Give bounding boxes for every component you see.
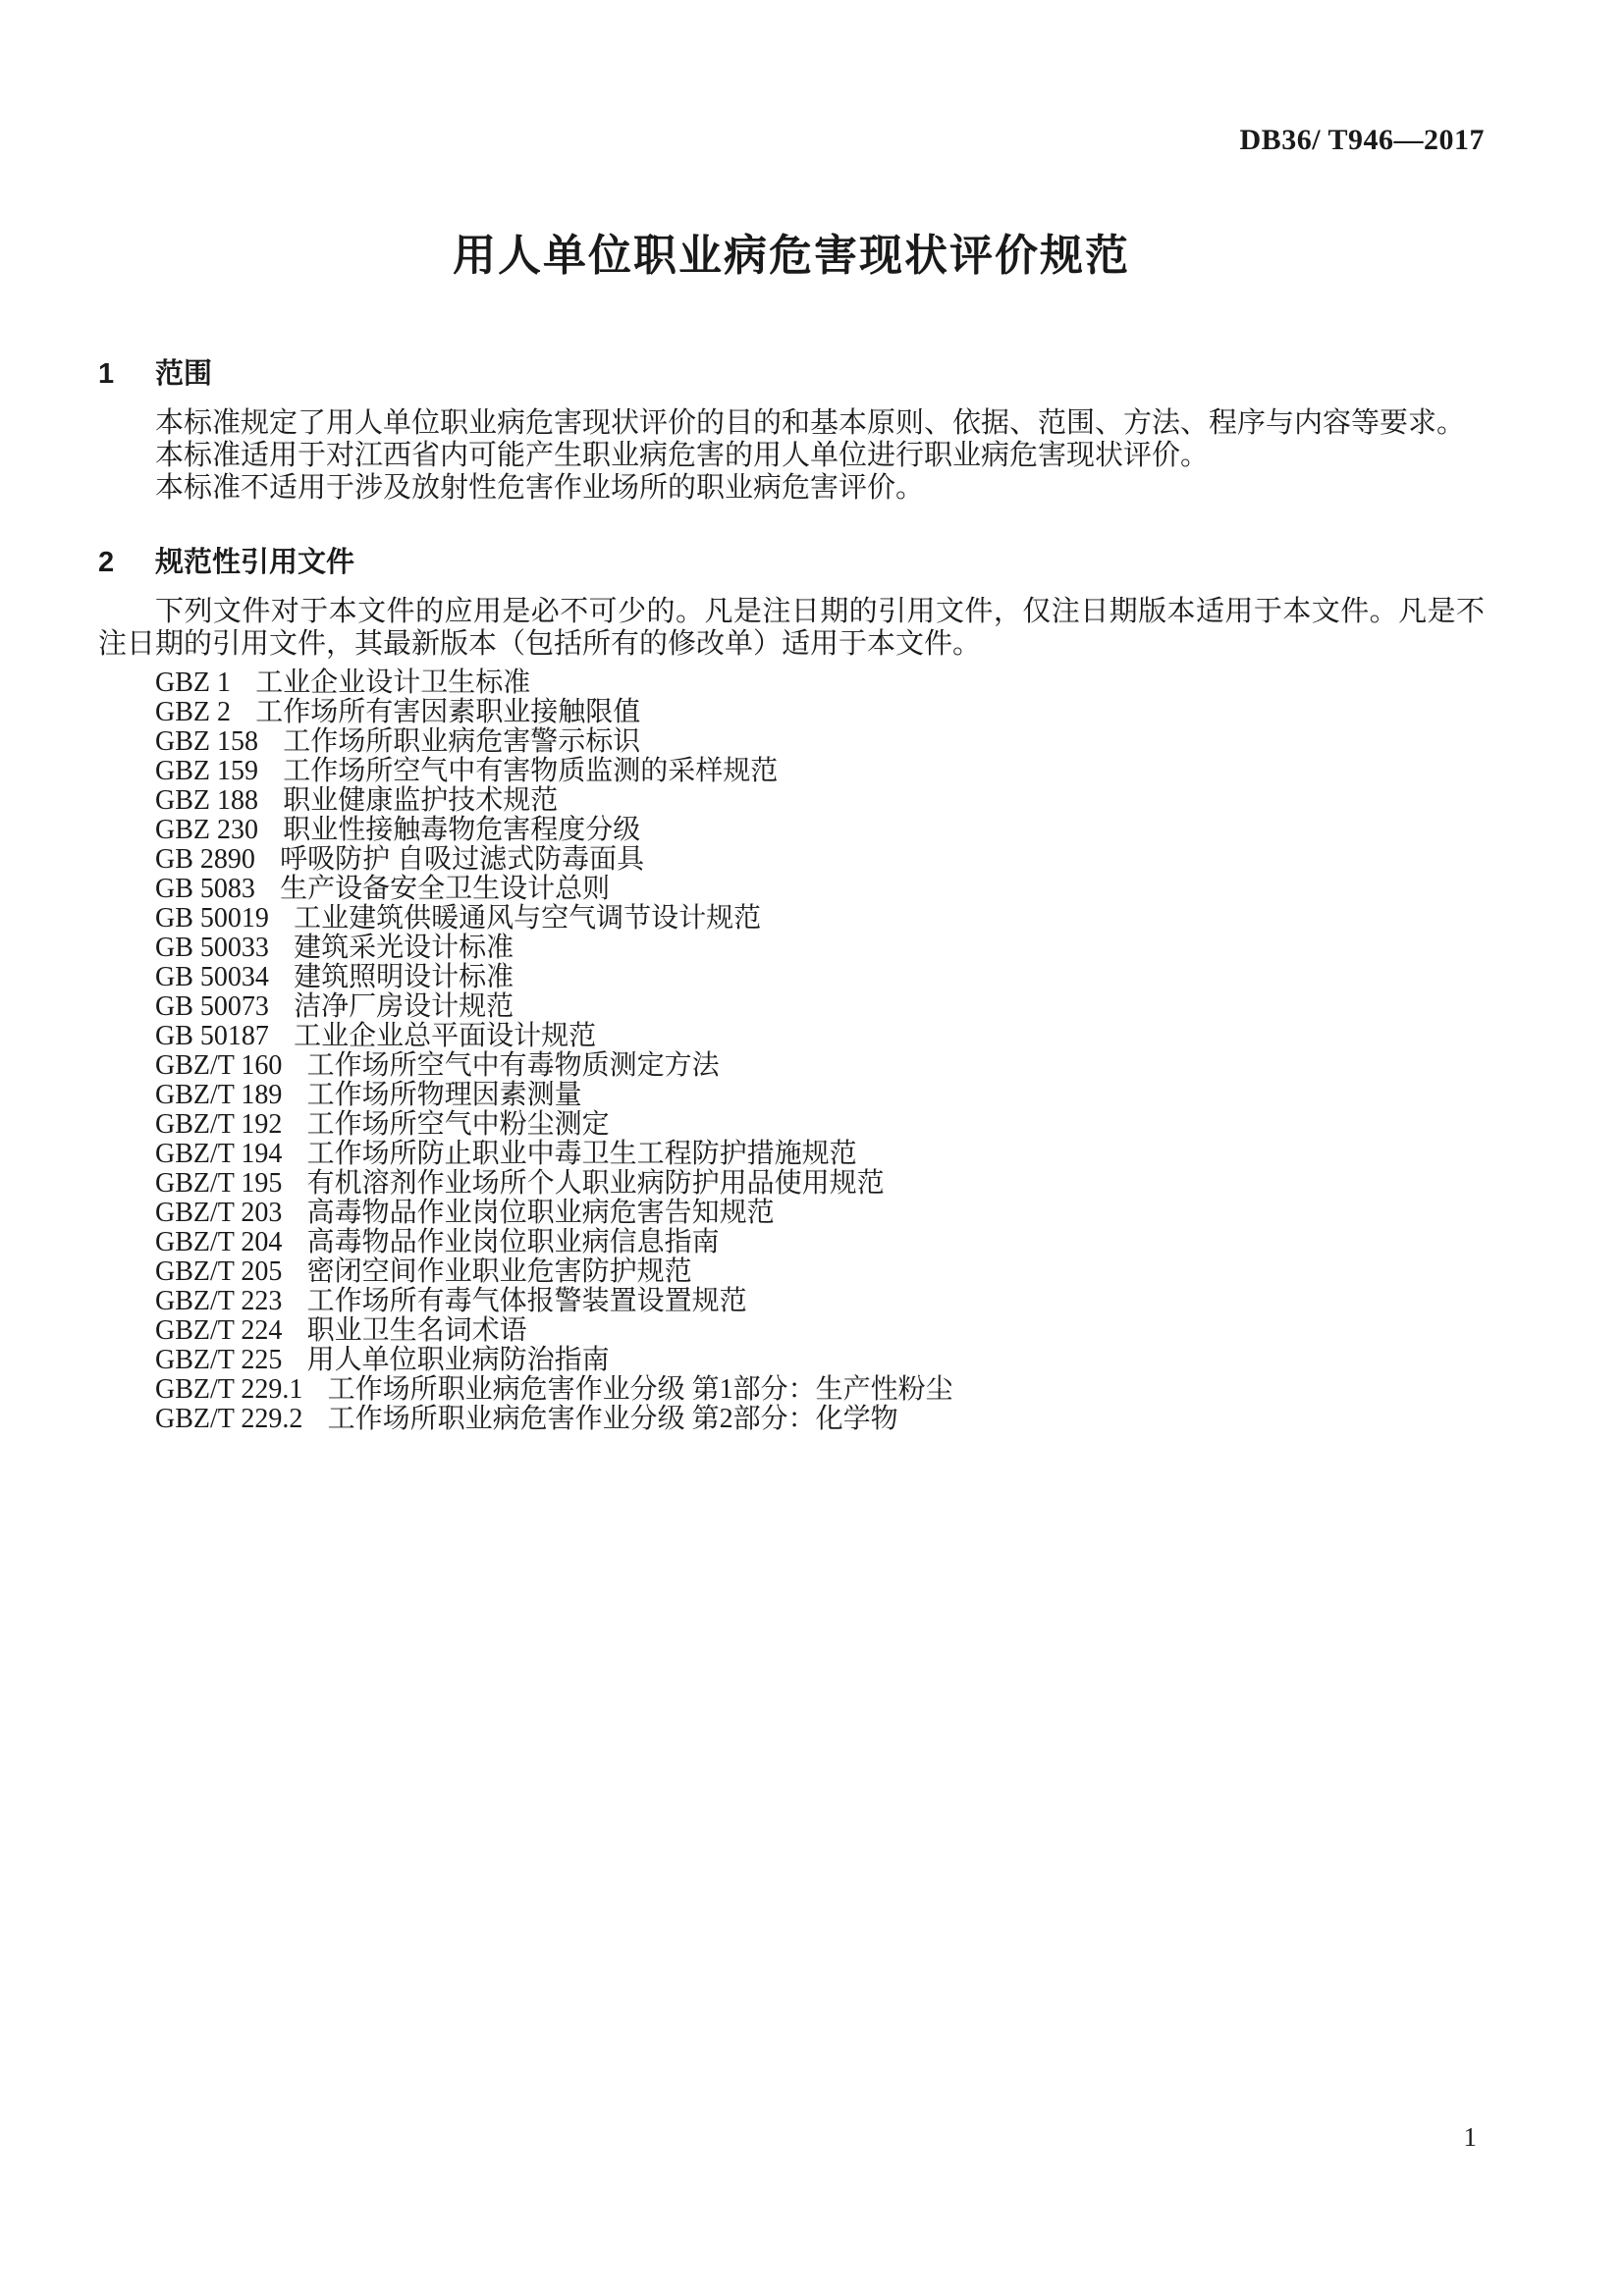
reference-title: 高毒物品作业岗位职业病危害告知规范 xyxy=(306,1198,775,1228)
reference-list xyxy=(98,668,1485,1434)
reference-code: GBZ/T 229.1 xyxy=(155,1374,303,1405)
reference-code: GBZ/T 204 xyxy=(155,1227,283,1257)
reference-title: 工作场所职业病危害作业分级 第2部分：化学物 xyxy=(327,1404,898,1434)
reference-title: 工作场所空气中粉尘测定 xyxy=(306,1109,610,1140)
reference-code: GBZ 159 xyxy=(155,756,258,786)
reference-item xyxy=(155,727,1485,757)
paragraph: 下列文件对于本文件的应用是必不可少的。凡是注日期的引用文件，仅注日期版本适用于本文件。凡是不注日期的引用文件，其最新版本（包括所有的修改单）适用于本文件。 xyxy=(98,596,1485,660)
reference-code: GBZ 1 xyxy=(155,667,231,698)
reference-code: GBZ 2 xyxy=(155,697,231,727)
reference-item xyxy=(155,1169,1485,1199)
section-1-paragraphs xyxy=(98,407,1485,505)
reference-title: 生产设备安全卫生设计总则 xyxy=(280,874,611,904)
reference-item xyxy=(155,1140,1485,1169)
reference-title: 工作场所职业病危害警示标识 xyxy=(283,726,641,757)
reference-code: GB 50073 xyxy=(155,991,269,1022)
reference-code: GBZ/T 160 xyxy=(155,1050,283,1081)
reference-code: GBZ/T 189 xyxy=(155,1080,283,1110)
reference-title: 职业健康监护技术规范 xyxy=(283,785,559,816)
reference-code: GB 50034 xyxy=(155,962,269,992)
reference-code: GB 2890 xyxy=(155,844,255,875)
paragraph: 本标准适用于对江西省内可能产生职业病危害的用人单位进行职业病危害现状评价。 xyxy=(155,440,1210,471)
reference-code: GBZ/T 205 xyxy=(155,1256,283,1287)
document-title: 用人单位职业病危害现状评价规范 xyxy=(453,232,1130,280)
reference-item xyxy=(155,963,1485,992)
reference-item xyxy=(155,875,1485,904)
section-number: 2 xyxy=(98,547,115,578)
reference-code: GBZ 158 xyxy=(155,726,258,757)
page-number: 1 xyxy=(1463,2122,1477,2152)
section-title: 规范性引用文件 xyxy=(155,547,355,578)
reference-title: 工业企业设计卫生标准 xyxy=(255,667,531,698)
section-1-heading xyxy=(98,351,1485,392)
reference-title: 高毒物品作业岗位职业病信息指南 xyxy=(306,1227,720,1257)
reference-item xyxy=(155,1051,1485,1081)
reference-title: 职业性接触毒物危害程度分级 xyxy=(283,815,641,845)
reference-title: 工作场所有毒气体报警装置设置规范 xyxy=(306,1286,747,1316)
reference-title: 建筑采光设计标准 xyxy=(294,933,514,963)
reference-code: GB 50187 xyxy=(155,1021,269,1051)
reference-code: GBZ/T 225 xyxy=(155,1345,283,1375)
reference-title: 工作场所有害因素职业接触限值 xyxy=(255,697,641,727)
reference-title: 工业建筑供暖通风与空气调节设计规范 xyxy=(294,903,762,934)
reference-item xyxy=(155,1346,1485,1375)
paragraph: 本标准不适用于涉及放射性危害作业场所的职业病危害评价。 xyxy=(155,472,925,504)
reference-item xyxy=(155,698,1485,727)
reference-title: 密闭空间作业职业危害防护规范 xyxy=(306,1256,692,1287)
reference-code: GBZ/T 224 xyxy=(155,1315,283,1346)
section-number: 1 xyxy=(98,358,115,390)
reference-item xyxy=(155,1022,1485,1051)
reference-item xyxy=(155,1405,1485,1434)
reference-code: GBZ/T 194 xyxy=(155,1139,283,1169)
reference-title: 工作场所职业病危害作业分级 第1部分：生产性粉尘 xyxy=(327,1374,953,1405)
reference-item xyxy=(155,1199,1485,1228)
section-title: 范围 xyxy=(155,358,213,390)
reference-title: 有机溶剂作业场所个人职业病防护用品使用规范 xyxy=(306,1168,885,1199)
reference-title: 用人单位职业病防治指南 xyxy=(306,1345,610,1375)
reference-item xyxy=(155,786,1485,816)
reference-code: GBZ/T 195 xyxy=(155,1168,283,1199)
reference-item xyxy=(155,668,1485,698)
reference-item xyxy=(155,1375,1485,1405)
page-content xyxy=(98,0,1485,1434)
reference-item xyxy=(155,1316,1485,1346)
reference-code: GBZ 230 xyxy=(155,815,258,845)
reference-item xyxy=(155,845,1485,875)
reference-title: 工作场所防止职业中毒卫生工程防护措施规范 xyxy=(306,1139,857,1169)
reference-title: 呼吸防护 自吸过滤式防毒面具 xyxy=(280,844,645,875)
paragraph: 本标准规定了用人单位职业病危害现状评价的目的和基本原则、依据、范围、方法、程序与内容等要求。 xyxy=(155,407,1466,439)
reference-title: 建筑照明设计标准 xyxy=(294,962,514,992)
reference-item xyxy=(155,1257,1485,1287)
reference-title: 工作场所空气中有害物质监测的采样规范 xyxy=(283,756,779,786)
reference-code: GBZ/T 229.2 xyxy=(155,1404,303,1434)
reference-item xyxy=(155,1081,1485,1110)
reference-code: GB 50033 xyxy=(155,933,269,963)
reference-item xyxy=(155,992,1485,1022)
reference-code: GB 50019 xyxy=(155,903,269,934)
reference-title: 洁净厂房设计规范 xyxy=(294,991,514,1022)
reference-item xyxy=(155,757,1485,786)
reference-item xyxy=(155,1287,1485,1316)
reference-title: 工业企业总平面设计规范 xyxy=(294,1021,597,1051)
reference-item xyxy=(155,934,1485,963)
document-header xyxy=(98,124,1485,157)
reference-title: 工作场所物理因素测量 xyxy=(306,1080,582,1110)
reference-item xyxy=(155,816,1485,845)
reference-item xyxy=(155,1110,1485,1140)
reference-item xyxy=(155,904,1485,934)
reference-code: GBZ/T 223 xyxy=(155,1286,283,1316)
section-2-intro xyxy=(98,596,1485,661)
section-2-heading xyxy=(98,540,1485,580)
reference-code: GB 5083 xyxy=(155,874,255,904)
reference-code: GBZ 188 xyxy=(155,785,258,816)
reference-title: 职业卫生名词术语 xyxy=(306,1315,527,1346)
reference-title: 工作场所空气中有毒物质测定方法 xyxy=(306,1050,720,1081)
doc-number: DB36/ T946—2017 xyxy=(1239,124,1485,156)
reference-code: GBZ/T 192 xyxy=(155,1109,283,1140)
reference-code: GBZ/T 203 xyxy=(155,1198,283,1228)
reference-item xyxy=(155,1228,1485,1257)
